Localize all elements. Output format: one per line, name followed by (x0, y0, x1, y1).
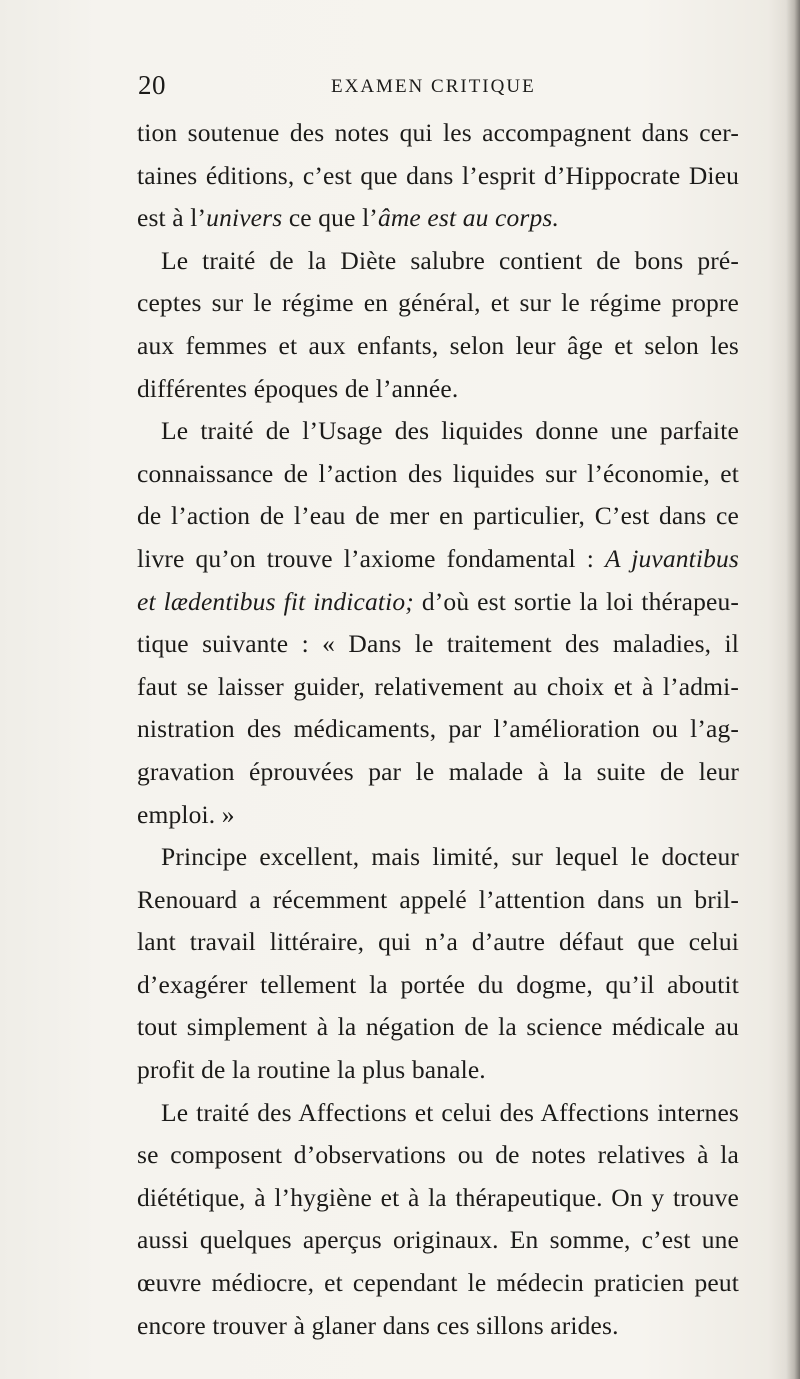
text-line: connaissance de l’action des liquides sur l’économie, et (137, 458, 739, 488)
text-line: d’exagérer tellement la portée du dogme, qu’il aboutit (137, 969, 739, 999)
text-line: tion soutenue des notes qui les accompagnent dans cer- (137, 118, 739, 147)
page-edge-shadow (786, 0, 800, 1379)
text-line: différentes époques de l’année. (137, 373, 459, 403)
text-line: diététique, à l’hygiène et à la thérapeutique. On y trouve (137, 1182, 739, 1212)
running-head (138, 70, 738, 104)
paragraph-start: Le traité de la Diète salubre contient de bons pré- (161, 245, 739, 275)
text-line: aux femmes et aux enfants, selon leur âge et selon les (137, 330, 739, 360)
text-line: profit de la routine la plus banale. (137, 1055, 486, 1085)
text-line: aussi quelques aperçus originaux. En somme, c’est une (137, 1225, 739, 1255)
text-line: nistration des médicaments, par l’amélioration ou l’ag- (137, 714, 739, 744)
text-line: emploi. » (137, 799, 235, 829)
text-line: Renouard a récemment appelé l’attention dans un bril- (137, 884, 739, 914)
text-line: lant travail littéraire, qui n’a d’autre défaut que celui (137, 927, 739, 957)
paragraph-start: Le traité de l’Usage des liquides donne une parfaite (161, 416, 739, 446)
text-line: de l’action de l’eau de mer en particulier, C’est dans ce (137, 501, 739, 531)
paragraph-start: Principe excellent, mais limité, sur lequel le docteur (161, 842, 739, 872)
text-line: gravation éprouvées par le malade à la suite de leur (137, 756, 739, 786)
text-line: encore trouver à glaner dans ces sillons arides. (137, 1310, 619, 1340)
text-line: tout simplement à la négation de la science médicale au (137, 1012, 739, 1042)
text-line: œuvre médiocre, et cependant le médecin praticien peut (137, 1268, 739, 1298)
running-title: EXAMEN CRITIQUE (331, 76, 536, 97)
body-text (137, 112, 739, 1347)
text-line: ceptes sur le régime en général, et sur le régime propre (137, 288, 739, 318)
italic-term: univers (206, 203, 283, 233)
italic-latin: A juvantibus (604, 543, 739, 573)
page-number: 20 (138, 70, 166, 100)
paragraph-start: Le traité des Affections et celui des Affections internes (161, 1097, 739, 1127)
text-line: taines éditions, c’est que dans l’esprit d’Hippocrate Dieu (137, 160, 739, 190)
text-line: se composent d’observations ou de notes relatives à la (137, 1140, 739, 1170)
text-line: est à l’univers ce que l’âme est au corps. (137, 203, 559, 233)
text-line: faut se laisser guider, relativement au choix et à l’admi- (137, 671, 739, 701)
text-line: livre qu’on trouve l’axiome fondamental : A juvantibus (137, 543, 739, 573)
text-line: tique suivante : « Dans le traitement des maladies, il (137, 629, 739, 659)
italic-latin: et lædentibus fit indicatio; (137, 586, 414, 616)
text-line: et lædentibus fit indicatio; d’où est sortie la loi thérapeu- (137, 586, 739, 616)
italic-term: âme est au corps. (377, 203, 559, 233)
